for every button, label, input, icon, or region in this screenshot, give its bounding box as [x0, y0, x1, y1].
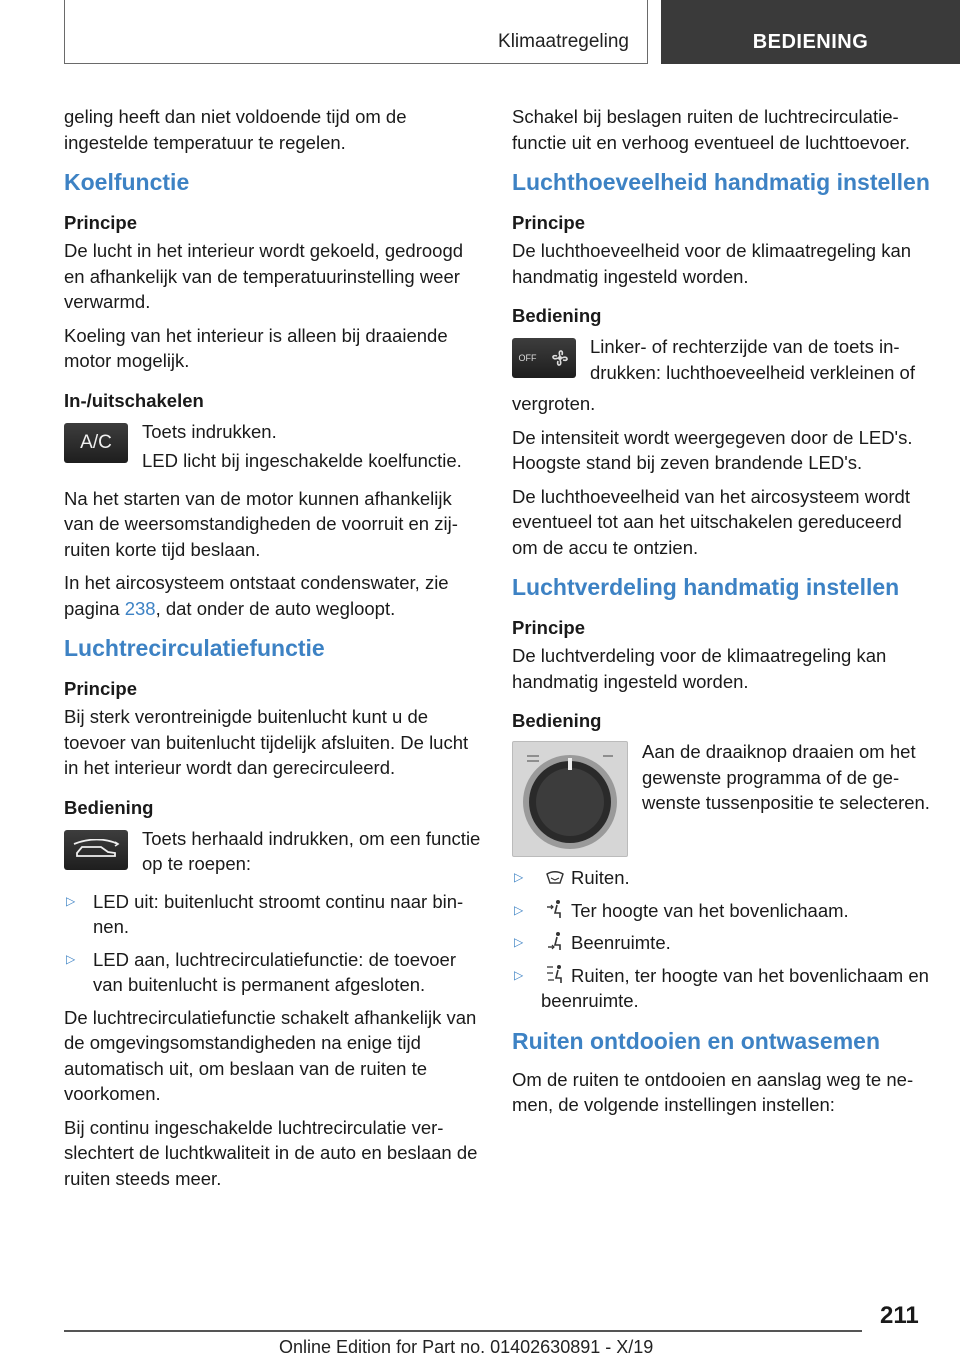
figure-text: Linker- of rechterzijde van de toets indrukken: luchthoeveelheid verkleinen of: [590, 336, 915, 383]
figure-text: Aan de draaiknop draaien om het gewenste programma of de gewenste tussenpositie te selecteren.: [642, 741, 930, 813]
paragraph: De luchthoeveelheid voor de klimaatregeling kan handmatig ingesteld worden.: [512, 240, 912, 287]
triangle-bullet-icon: ▷: [514, 902, 524, 917]
triangle-bullet-icon: ▷: [514, 935, 524, 949]
figure-text: LED licht bij ingeschakelde koelfunctie.: [142, 450, 462, 471]
paragraph: Bij continu ingeschakelde luchtrecirculatie verslechtert de luchtkwaliteit in de auto en beslaan de ruiten steeds meer.: [64, 1116, 478, 1189]
person-all-zones-icon: [545, 964, 565, 984]
paragraph: De intensiteit wordt weergegeven door de LED's. Hoogste stand bij zeven brandende LED's.: [512, 426, 913, 473]
ac-button-label: A/C: [80, 431, 112, 453]
recirc-list: [64, 889, 484, 998]
subheading-bediening: Bediening: [64, 796, 154, 818]
triangle-bullet-icon: ▷: [514, 967, 524, 982]
subheading-principe: Principe: [512, 212, 585, 233]
list-item: ▷ Beenruimte.: [512, 930, 932, 956]
rotary-knob-icon: [513, 742, 627, 856]
intro-paragraph: geling heeft dan niet voldoende tijd om de ingestelde temperatuur te regelen.: [64, 106, 407, 153]
ac-button-image: [64, 423, 128, 463]
header-chapter-box: [661, 0, 960, 64]
list-item: ▷ Ruiten, ter hoogte van het bovenlichaam en beenruimte.: [514, 964, 929, 1011]
paragraph: Bij sterk verontreinigde buitenlucht kunt u de toevoer van buitenlucht tijdelijk afsluiten. De lucht in het interieur wordt dan gerecirculeerd.: [64, 706, 469, 778]
ac-figure: [64, 419, 484, 478]
off-label: OFF: [518, 353, 537, 363]
distribution-list: [512, 865, 932, 1014]
left-column: [64, 104, 484, 1199]
paragraph: Na het starten van de motor kunnen afhankelijk van de weersomstandigheden de voorruit en zijruiten korte tijd beslaan.: [64, 487, 458, 560]
list-item: ▷ Ruiten.: [512, 865, 932, 891]
heading-koelfunctie: Koelfunctie: [64, 169, 190, 195]
footer-divider: [64, 1330, 862, 1332]
subheading-bediening: Bediening: [512, 710, 602, 731]
list-item: ▷ Ter hoogte van het bovenlichaam.: [512, 898, 932, 924]
heading-luchtrecirculatie: Luchtrecirculatiefunctie: [64, 635, 325, 661]
paragraph: De lucht in het interieur wordt gekoeld, gedroogd en afhankelijk van de temperatuurinstelling weer verwarmd.: [64, 240, 464, 312]
person-footwell-icon: [545, 931, 565, 951]
page-link[interactable]: 238: [124, 597, 156, 619]
paragraph: vergroten.: [512, 393, 596, 414]
edition-footer: Online Edition for Part no. 01402630891 - X/19: [279, 1337, 654, 1357]
fan-figure: [512, 334, 932, 389]
paragraph: Koeling van het interieur is alleen bij draaiende motor mogelijk.: [64, 324, 448, 371]
subheading-principe: Principe: [64, 678, 137, 699]
recirc-button-image: [64, 830, 128, 870]
triangle-bullet-icon: ▷: [66, 951, 76, 966]
subheading-bediening: Bediening: [512, 305, 602, 326]
paragraph-with-link: [64, 570, 484, 621]
triangle-bullet-icon: ▷: [66, 893, 76, 908]
text-part: In het aircosysteem ontstaat condenswater, zie pagina: [64, 572, 449, 619]
subheading-schakelen: In-/uitschakelen: [64, 389, 204, 411]
knob-figure: [512, 739, 932, 857]
paragraph: De luchthoeveelheid van het aircosysteem wordt eventueel tot aan het uitschakelen gereduceerd om de accu te ontzien.: [512, 485, 910, 558]
chapter-title: BEDIENING: [752, 31, 869, 53]
paragraph: De luchtverdeling voor de klimaatregeling kan handmatig ingesteld worden.: [512, 645, 887, 692]
figure-text: Toets herhaald indrukken, om een functie op te roepen:: [142, 827, 481, 874]
fan-button-image: [512, 338, 576, 378]
figure-text: Toets indrukken.: [142, 420, 277, 442]
recirculation-car-icon: [71, 839, 121, 861]
subheading-principe: Principe: [64, 212, 137, 233]
page-number: 211: [880, 1302, 919, 1329]
person-upper-body-icon: [545, 899, 565, 919]
list-item: ▷ LED uit: buitenlucht stroomt continu naar binnen.: [66, 890, 464, 937]
list-item: ▷ LED aan, luchtrecirculatiefunctie: de toevoer van buitenlucht is permanent afgesloten.: [66, 948, 457, 995]
intro-paragraph: Schakel bij beslagen ruiten de luchtrecirculatiefunctie uit en verhoog eventueel de luchttoevoer.: [512, 106, 911, 153]
subheading-principe: Principe: [512, 617, 585, 638]
section-title: Klimaatregeling: [498, 31, 629, 52]
right-column: [512, 104, 932, 1126]
heading-ruiten-ontdooien: Ruiten ontdooien en ontwasemen: [512, 1027, 881, 1054]
fan-icon: [550, 348, 570, 368]
paragraph: Om de ruiten te ontdooien en aanslag weg te nemen, de volgende instellingen instellen:: [512, 1068, 914, 1115]
heading-luchthoeveelheid: Luchthoeveelheid handmatig instellen: [512, 169, 930, 195]
header-section-box: [64, 0, 648, 64]
text-part: , dat onder de auto wegloopt.: [155, 597, 396, 619]
paragraph: De luchtrecirculatiefunctie schakelt afhankelijk van de omgevingsomstandigheden na enige tijd automatisch uit, om beslaan van de ruiten te voorkomen.: [64, 1006, 477, 1104]
triangle-bullet-icon: ▷: [514, 870, 524, 884]
windshield-icon: [545, 870, 565, 886]
rotary-knob-image: [512, 741, 628, 857]
heading-luchtverdeling: Luchtverdeling handmatig instellen: [512, 574, 900, 600]
recirc-figure: [64, 826, 484, 881]
